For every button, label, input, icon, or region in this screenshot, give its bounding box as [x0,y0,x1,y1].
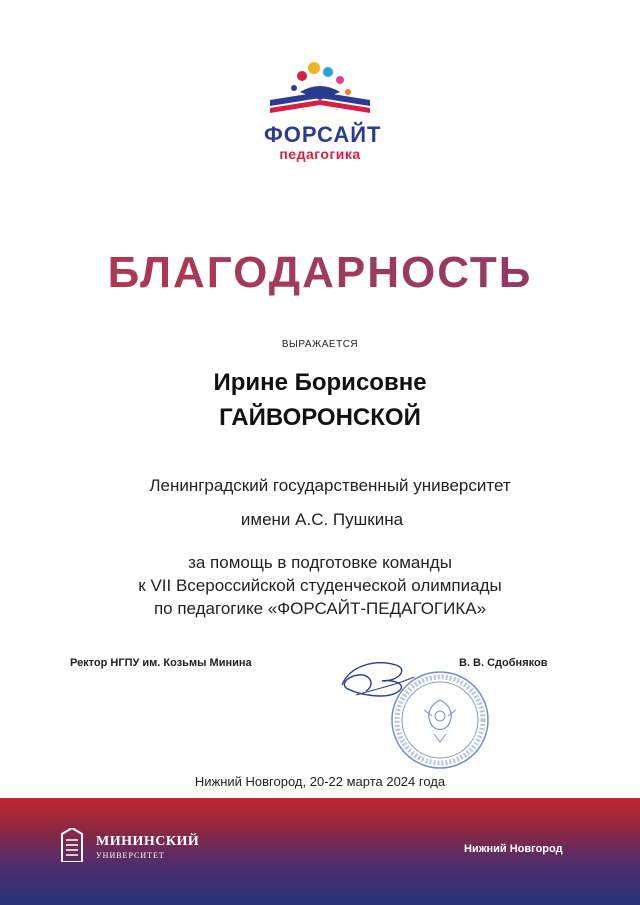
organization-line-2: имени А.С. Пушкина [240,510,404,529]
logo-word: ФОРСАЙТ [264,122,382,147]
logo-subword: педагогика [279,146,361,162]
certificate-title: БЛАГОДАРНОСТЬ [0,248,640,298]
organization-line-1: Ленинградский государственный университет [149,476,511,495]
signatory-title: Ректор НГПУ им. Козьмы Минина [70,657,252,669]
place-and-date: Нижний Новгород, 20-22 марта 2024 года [194,774,446,789]
footer-city: Нижний Новгород [464,843,563,855]
expressed-label: ВЫРАЖАЕТСЯ [281,339,359,350]
logo-graphic-icon [264,58,376,122]
university-name: МИНИНСКИЙ [96,834,200,849]
recipient-last-name: ГАЙВОРОНСКОЙ [219,404,421,431]
signatory-name: В. В. Сдобняков [459,657,548,669]
university-building-icon [60,828,84,862]
reason-line-2: к VII Всероссийской студенческой олимпиады [138,576,502,595]
official-stamp-icon [390,670,490,770]
university-subtitle: УНИВЕРСИТЕТ [96,851,165,860]
forsight-logo [264,58,382,168]
reason-line-3: по педагогике «ФОРСАЙТ-ПЕДАГОГИКА» [153,599,487,618]
recipient-first-name: Ирине Борисовне [213,369,427,396]
reason-line-1: за помощь в подготовке команды [188,553,452,572]
footer-band [0,798,640,905]
